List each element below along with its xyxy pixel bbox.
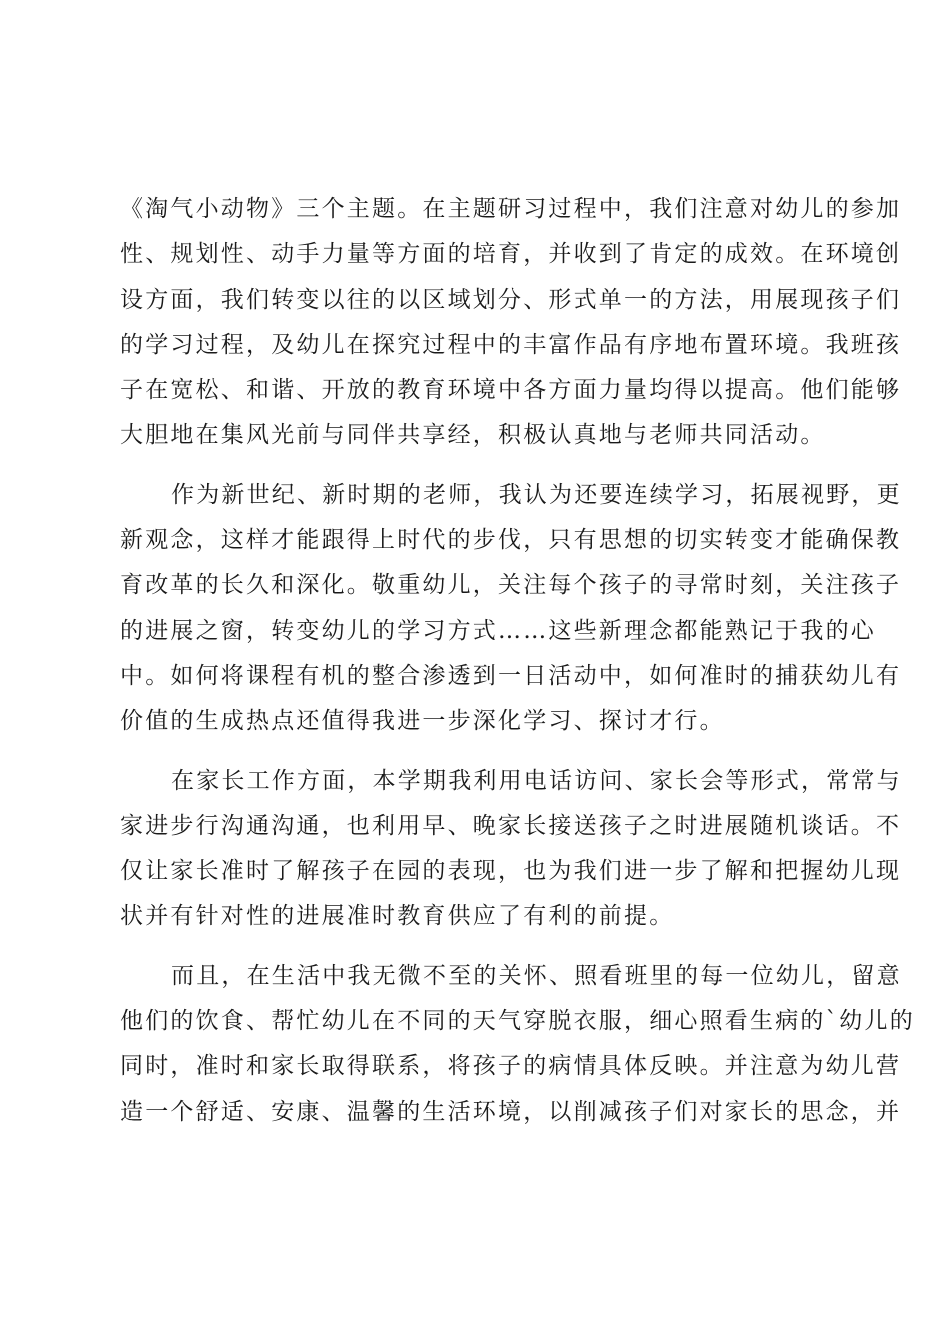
- text-line: 子在宽松、和谐、开放的教育环境中各方面力量均得以提高。他们能够: [120, 377, 902, 404]
- text-line: 《淘气小动物》三个主题。在主题研习过程中，我们注意对幼儿的参加: [120, 196, 902, 222]
- text-line: 性、规划性、动手力量等方面的培育，并收到了肯定的成效。在环境创: [120, 241, 902, 268]
- text-line: 仅让家长准时了解孩子在园的表现，也为我们进一步了解和把握幼儿现: [120, 858, 902, 885]
- text-line: 作为新世纪、新时期的老师，我认为还要连续学习，拓展视野，更: [171, 481, 902, 508]
- text-line: 的学习过程，及幼儿在探究过程中的丰富作品有序地布置环境。我班孩: [120, 331, 902, 358]
- text-line: 他们的饮食、帮忙幼儿在不同的天气穿脱衣服，细心照看生病的`幼儿的: [120, 1008, 915, 1035]
- paragraph-2: [120, 473, 902, 745]
- text-line: 新观念，这样才能跟得上时代的步伐，只有思想的切实转变才能确保教: [120, 527, 902, 554]
- text-line: 育改革的长久和深化。敬重幼儿，关注每个孩子的寻常时刻，关注孩子: [120, 572, 902, 599]
- text-line: 而且，在生活中我无微不至的关怀、照看班里的每一位幼儿，留意: [171, 962, 902, 989]
- text-line: 家进步行沟通沟通，也利用早、晚家长接送孩子之时进展随机谈话。不: [120, 812, 902, 839]
- paragraph-1: [120, 187, 902, 459]
- text-line: 的进展之窗，转变幼儿的学习方式……这些新理念都能熟记于我的心: [120, 617, 876, 644]
- text-line: 价值的生成热点还值得我进一步深化学习、探讨才行。: [120, 708, 725, 735]
- document-body: [120, 187, 915, 1135]
- paragraph-4: [120, 954, 915, 1135]
- text-line: 造一个舒适、安康、温馨的生活环境，以削减孩子们对家长的思念，并: [120, 1098, 902, 1125]
- text-line: 大胆地在集风光前与同伴共享经，积极认真地与老师共同活动。: [120, 422, 826, 449]
- text-line: 状并有针对性的进展准时教育供应了有利的前提。: [120, 903, 675, 930]
- text-line: 在家长工作方面，本学期我利用电话访问、家长会等形式，常常与: [171, 767, 902, 794]
- text-line: 设方面，我们转变以往的以区域划分、形式单一的方法，用展现孩子们: [120, 286, 902, 313]
- paragraph-3: [120, 759, 902, 940]
- text-line: 同时，准时和家长取得联系，将孩子的病情具体反映。并注意为幼儿营: [120, 1053, 902, 1080]
- text-line: 中。如何将课程有机的整合渗透到一日活动中，如何准时的捕获幼儿有: [120, 662, 902, 689]
